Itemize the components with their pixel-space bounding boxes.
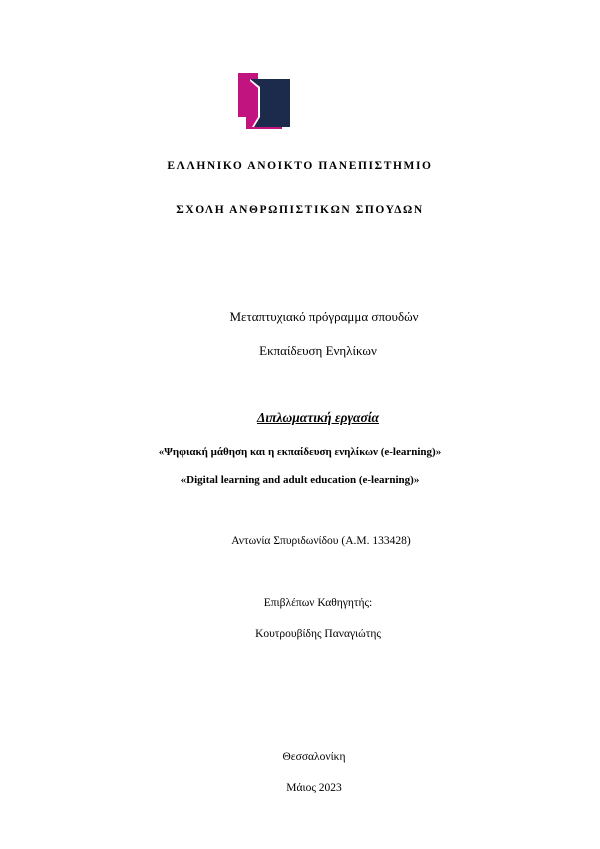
document-type: Διπλωματική εργασία bbox=[256, 410, 380, 425]
university-logo bbox=[238, 71, 292, 129]
thesis-title-english: «Digital learning and adult education (e-learning)» bbox=[180, 474, 420, 486]
thesis-title-greek: «Ψηφιακή μάθηση και η εκπαίδευση ενηλίκων (e-learning)» bbox=[158, 446, 442, 458]
supervisor-name: Κουτρουβίδης Παναγιώτης bbox=[255, 628, 381, 640]
school-name: ΣΧΟΛΗ ΑΝΘΡΩΠΙΣΤΙΚΩΝ ΣΠΟΥΔΩΝ bbox=[176, 204, 424, 216]
program-name: Εκπαίδευση Ενηλίκων bbox=[259, 343, 377, 358]
supervisor-label: Επιβλέπων Καθηγητής: bbox=[263, 597, 373, 609]
program-label: Μεταπτυχιακό πρόγραμμα σπουδών bbox=[229, 309, 419, 324]
city: Θεσσαλονίκη bbox=[282, 751, 346, 763]
author: Αντωνία Σπυριδωνίδου (Α.Μ. 133428) bbox=[231, 535, 411, 547]
date: Μάιος 2023 bbox=[286, 782, 342, 794]
university-name: ΕΛΛΗΝΙΚΟ ΑΝΟΙΚΤΟ ΠΑΝΕΠΙΣΤΗΜΙΟ bbox=[167, 160, 433, 172]
